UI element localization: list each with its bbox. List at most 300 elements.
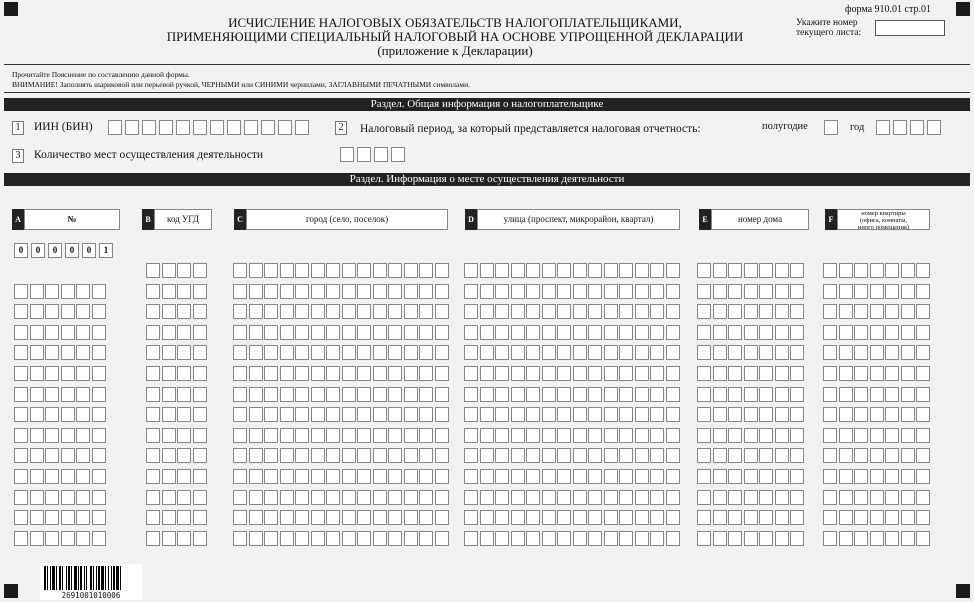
cell-column-f[interactable]: [854, 345, 868, 360]
cell-column-d[interactable]: [464, 366, 478, 381]
cell-column-b[interactable]: [146, 490, 160, 505]
iin-bin-cell[interactable]: [176, 120, 190, 135]
cell-column-b[interactable]: [146, 325, 160, 340]
cell-column-d[interactable]: [573, 366, 587, 381]
cell-column-c[interactable]: [373, 325, 387, 340]
cell-column-b[interactable]: [146, 387, 160, 402]
cell-column-c[interactable]: [233, 490, 247, 505]
cell-column-e[interactable]: [744, 387, 758, 402]
cell-column-b[interactable]: [193, 407, 207, 422]
cell-column-d[interactable]: [557, 387, 571, 402]
cell-column-e[interactable]: [759, 407, 773, 422]
cell-column-c[interactable]: [249, 325, 263, 340]
cell-column-c[interactable]: [311, 304, 325, 319]
cell-column-d[interactable]: [480, 263, 494, 278]
cell-column-d[interactable]: [495, 490, 509, 505]
cell-column-e[interactable]: [759, 325, 773, 340]
cell-column-a[interactable]: [61, 325, 75, 340]
cell-column-d[interactable]: [464, 469, 478, 484]
cell-column-e[interactable]: [775, 263, 789, 278]
cell-column-e[interactable]: [713, 469, 727, 484]
cell-column-a[interactable]: [76, 387, 90, 402]
cell-column-f[interactable]: [854, 428, 868, 443]
cell-column-e[interactable]: [744, 325, 758, 340]
cell-column-a[interactable]: [30, 345, 44, 360]
cell-column-f[interactable]: [854, 325, 868, 340]
cell-column-c[interactable]: [311, 469, 325, 484]
iin-bin-cell[interactable]: [244, 120, 258, 135]
cell-column-c[interactable]: [373, 469, 387, 484]
cell-column-c[interactable]: [419, 490, 433, 505]
cell-column-d[interactable]: [619, 448, 633, 463]
cell-column-a[interactable]: [14, 531, 28, 546]
cell-column-f[interactable]: [916, 428, 930, 443]
cell-column-c[interactable]: [357, 366, 371, 381]
cell-column-e[interactable]: [728, 510, 742, 525]
cell-column-c[interactable]: [280, 510, 294, 525]
cell-column-f[interactable]: [839, 325, 853, 340]
cell-column-a[interactable]: [45, 469, 59, 484]
cell-column-c[interactable]: [435, 428, 449, 443]
cell-column-d[interactable]: [666, 510, 680, 525]
cell-column-c[interactable]: [326, 263, 340, 278]
cell-column-a[interactable]: [14, 448, 28, 463]
cell-column-d[interactable]: [526, 325, 540, 340]
cell-column-c[interactable]: [357, 284, 371, 299]
cell-column-c[interactable]: [342, 387, 356, 402]
cell-column-d[interactable]: [495, 325, 509, 340]
cell-column-e[interactable]: [713, 387, 727, 402]
cell-column-b[interactable]: [162, 428, 176, 443]
cell-column-c[interactable]: [233, 407, 247, 422]
cell-column-e[interactable]: [744, 490, 758, 505]
cell-column-a[interactable]: [45, 345, 59, 360]
cell-column-e[interactable]: [759, 263, 773, 278]
cell-column-c[interactable]: [404, 345, 418, 360]
cell-column-d[interactable]: [542, 490, 556, 505]
cell-column-d[interactable]: [604, 510, 618, 525]
cell-column-d[interactable]: [588, 448, 602, 463]
cell-column-c[interactable]: [419, 387, 433, 402]
cell-column-a[interactable]: [30, 531, 44, 546]
cell-column-e[interactable]: [713, 345, 727, 360]
cell-column-f[interactable]: [870, 531, 884, 546]
cell-column-c[interactable]: [326, 345, 340, 360]
cell-column-c[interactable]: [295, 407, 309, 422]
cell-column-d[interactable]: [619, 490, 633, 505]
cell-column-e[interactable]: [775, 345, 789, 360]
cell-column-b[interactable]: [146, 531, 160, 546]
cell-column-f[interactable]: [916, 448, 930, 463]
cell-column-c[interactable]: [357, 407, 371, 422]
cell-column-a[interactable]: [61, 510, 75, 525]
cell-column-d[interactable]: [511, 428, 525, 443]
cell-column-d[interactable]: [542, 387, 556, 402]
cell-column-b[interactable]: [162, 448, 176, 463]
cell-column-f[interactable]: [823, 407, 837, 422]
cell-column-d[interactable]: [495, 304, 509, 319]
cell-column-f[interactable]: [823, 428, 837, 443]
cell-column-e[interactable]: [713, 490, 727, 505]
cell-column-b[interactable]: [177, 510, 191, 525]
cell-column-a[interactable]: [61, 284, 75, 299]
row-number-digit[interactable]: 0: [65, 243, 79, 258]
cell-column-d[interactable]: [635, 263, 649, 278]
cell-column-d[interactable]: [666, 428, 680, 443]
cell-column-d[interactable]: [650, 325, 664, 340]
cell-column-c[interactable]: [373, 510, 387, 525]
cell-column-f[interactable]: [854, 407, 868, 422]
cell-column-c[interactable]: [388, 428, 402, 443]
cell-column-f[interactable]: [839, 490, 853, 505]
cell-column-f[interactable]: [916, 366, 930, 381]
cell-column-d[interactable]: [542, 263, 556, 278]
cell-column-f[interactable]: [885, 469, 899, 484]
cell-column-c[interactable]: [280, 263, 294, 278]
cell-column-d[interactable]: [604, 304, 618, 319]
cell-column-f[interactable]: [823, 387, 837, 402]
cell-column-d[interactable]: [557, 366, 571, 381]
cell-column-d[interactable]: [480, 387, 494, 402]
cell-column-b[interactable]: [177, 304, 191, 319]
row-number-digit[interactable]: 0: [31, 243, 45, 258]
cell-column-c[interactable]: [357, 531, 371, 546]
cell-column-c[interactable]: [280, 304, 294, 319]
cell-column-c[interactable]: [249, 345, 263, 360]
cell-column-c[interactable]: [264, 263, 278, 278]
cell-column-f[interactable]: [823, 448, 837, 463]
cell-column-c[interactable]: [419, 428, 433, 443]
cell-column-c[interactable]: [404, 284, 418, 299]
cell-column-e[interactable]: [697, 510, 711, 525]
cell-column-c[interactable]: [249, 490, 263, 505]
cell-column-d[interactable]: [464, 448, 478, 463]
cell-column-f[interactable]: [885, 448, 899, 463]
cell-column-b[interactable]: [162, 325, 176, 340]
cell-column-c[interactable]: [404, 531, 418, 546]
cell-column-e[interactable]: [697, 263, 711, 278]
cell-column-f[interactable]: [901, 490, 915, 505]
cell-column-b[interactable]: [193, 284, 207, 299]
cell-column-c[interactable]: [388, 387, 402, 402]
cell-column-c[interactable]: [264, 469, 278, 484]
cell-column-d[interactable]: [588, 387, 602, 402]
cell-column-d[interactable]: [542, 531, 556, 546]
cell-column-f[interactable]: [870, 490, 884, 505]
cell-column-c[interactable]: [373, 345, 387, 360]
cell-column-a[interactable]: [45, 366, 59, 381]
cell-column-c[interactable]: [404, 407, 418, 422]
cell-column-d[interactable]: [650, 407, 664, 422]
cell-column-d[interactable]: [650, 263, 664, 278]
cell-column-c[interactable]: [233, 510, 247, 525]
cell-column-e[interactable]: [744, 284, 758, 299]
cell-column-b[interactable]: [177, 387, 191, 402]
cell-column-f[interactable]: [854, 490, 868, 505]
cell-column-f[interactable]: [901, 387, 915, 402]
cell-column-d[interactable]: [464, 263, 478, 278]
cell-column-e[interactable]: [790, 387, 804, 402]
cell-column-d[interactable]: [526, 531, 540, 546]
cell-column-a[interactable]: [76, 428, 90, 443]
cell-column-d[interactable]: [557, 345, 571, 360]
cell-column-e[interactable]: [759, 490, 773, 505]
cell-column-b[interactable]: [146, 469, 160, 484]
cell-column-a[interactable]: [14, 387, 28, 402]
cell-column-e[interactable]: [775, 531, 789, 546]
cell-column-e[interactable]: [759, 428, 773, 443]
cell-column-c[interactable]: [342, 490, 356, 505]
cell-column-b[interactable]: [193, 469, 207, 484]
cell-column-e[interactable]: [728, 284, 742, 299]
cell-column-e[interactable]: [713, 510, 727, 525]
cell-column-f[interactable]: [870, 304, 884, 319]
cell-column-f[interactable]: [823, 490, 837, 505]
cell-column-c[interactable]: [419, 448, 433, 463]
cell-column-c[interactable]: [326, 407, 340, 422]
cell-column-a[interactable]: [14, 345, 28, 360]
iin-bin-cell[interactable]: [142, 120, 156, 135]
cell-column-d[interactable]: [635, 387, 649, 402]
cell-column-c[interactable]: [373, 284, 387, 299]
cell-column-a[interactable]: [14, 304, 28, 319]
cell-column-a[interactable]: [14, 366, 28, 381]
cell-column-e[interactable]: [775, 284, 789, 299]
cell-column-d[interactable]: [464, 531, 478, 546]
cell-column-c[interactable]: [326, 448, 340, 463]
cell-column-b[interactable]: [162, 407, 176, 422]
cell-column-d[interactable]: [619, 325, 633, 340]
cell-column-a[interactable]: [45, 490, 59, 505]
cell-column-c[interactable]: [388, 325, 402, 340]
cell-column-e[interactable]: [759, 284, 773, 299]
cell-column-c[interactable]: [419, 407, 433, 422]
cell-column-f[interactable]: [870, 387, 884, 402]
cell-column-c[interactable]: [373, 531, 387, 546]
cell-column-b[interactable]: [193, 263, 207, 278]
cell-column-c[interactable]: [357, 325, 371, 340]
cell-column-d[interactable]: [573, 325, 587, 340]
cell-column-a[interactable]: [30, 469, 44, 484]
cell-column-d[interactable]: [588, 304, 602, 319]
cell-column-f[interactable]: [854, 263, 868, 278]
cell-column-c[interactable]: [388, 263, 402, 278]
cell-column-c[interactable]: [311, 366, 325, 381]
cell-column-c[interactable]: [264, 304, 278, 319]
cell-column-c[interactable]: [295, 304, 309, 319]
cell-column-c[interactable]: [342, 345, 356, 360]
cell-column-b[interactable]: [177, 366, 191, 381]
cell-column-d[interactable]: [604, 284, 618, 299]
cell-column-d[interactable]: [650, 428, 664, 443]
cell-column-d[interactable]: [588, 531, 602, 546]
cell-column-c[interactable]: [419, 263, 433, 278]
cell-column-c[interactable]: [311, 284, 325, 299]
cell-column-c[interactable]: [435, 366, 449, 381]
cell-column-f[interactable]: [916, 263, 930, 278]
cell-column-d[interactable]: [604, 490, 618, 505]
cell-column-a[interactable]: [76, 510, 90, 525]
cell-column-b[interactable]: [146, 284, 160, 299]
cell-column-d[interactable]: [619, 469, 633, 484]
cell-column-f[interactable]: [901, 345, 915, 360]
cell-column-d[interactable]: [588, 345, 602, 360]
cell-column-d[interactable]: [588, 284, 602, 299]
cell-column-c[interactable]: [388, 284, 402, 299]
cell-column-c[interactable]: [404, 304, 418, 319]
cell-column-c[interactable]: [311, 428, 325, 443]
cell-column-d[interactable]: [619, 428, 633, 443]
cell-column-f[interactable]: [916, 284, 930, 299]
cell-column-a[interactable]: [45, 510, 59, 525]
cell-column-e[interactable]: [697, 448, 711, 463]
cell-column-b[interactable]: [193, 510, 207, 525]
cell-column-a[interactable]: [92, 469, 106, 484]
cell-column-d[interactable]: [526, 448, 540, 463]
cell-column-f[interactable]: [901, 448, 915, 463]
cell-column-d[interactable]: [573, 304, 587, 319]
cell-column-f[interactable]: [885, 366, 899, 381]
cell-column-f[interactable]: [839, 284, 853, 299]
cell-column-d[interactable]: [542, 345, 556, 360]
cell-column-c[interactable]: [233, 366, 247, 381]
cell-column-c[interactable]: [249, 448, 263, 463]
cell-column-f[interactable]: [870, 325, 884, 340]
cell-column-a[interactable]: [14, 428, 28, 443]
cell-column-d[interactable]: [573, 263, 587, 278]
cell-column-e[interactable]: [697, 531, 711, 546]
cell-column-b[interactable]: [146, 428, 160, 443]
cell-column-e[interactable]: [713, 448, 727, 463]
cell-column-d[interactable]: [557, 325, 571, 340]
cell-column-c[interactable]: [295, 284, 309, 299]
cell-column-d[interactable]: [573, 345, 587, 360]
cell-column-f[interactable]: [870, 428, 884, 443]
cell-column-d[interactable]: [604, 325, 618, 340]
cell-column-d[interactable]: [573, 407, 587, 422]
cell-column-a[interactable]: [61, 387, 75, 402]
cell-column-a[interactable]: [45, 531, 59, 546]
cell-column-c[interactable]: [373, 490, 387, 505]
cell-column-f[interactable]: [839, 366, 853, 381]
cell-column-f[interactable]: [870, 366, 884, 381]
cell-column-c[interactable]: [295, 428, 309, 443]
cell-column-d[interactable]: [573, 448, 587, 463]
cell-column-e[interactable]: [775, 387, 789, 402]
cell-column-a[interactable]: [76, 448, 90, 463]
cell-column-d[interactable]: [635, 407, 649, 422]
cell-column-e[interactable]: [728, 345, 742, 360]
cell-column-a[interactable]: [14, 325, 28, 340]
cell-column-d[interactable]: [619, 531, 633, 546]
cell-column-b[interactable]: [146, 510, 160, 525]
cell-column-f[interactable]: [901, 325, 915, 340]
row-number-digit[interactable]: 1: [99, 243, 113, 258]
cell-column-e[interactable]: [728, 263, 742, 278]
cell-column-b[interactable]: [193, 345, 207, 360]
cell-column-d[interactable]: [526, 366, 540, 381]
cell-column-b[interactable]: [193, 428, 207, 443]
cell-column-d[interactable]: [573, 428, 587, 443]
cell-column-c[interactable]: [419, 510, 433, 525]
half-year-cell[interactable]: [824, 120, 838, 135]
cell-column-d[interactable]: [495, 531, 509, 546]
cell-column-f[interactable]: [823, 325, 837, 340]
cell-column-d[interactable]: [557, 284, 571, 299]
cell-column-d[interactable]: [464, 325, 478, 340]
cell-column-e[interactable]: [697, 407, 711, 422]
cell-column-e[interactable]: [790, 448, 804, 463]
cell-column-b[interactable]: [193, 366, 207, 381]
cell-column-c[interactable]: [388, 510, 402, 525]
cell-column-a[interactable]: [92, 325, 106, 340]
cell-column-c[interactable]: [295, 263, 309, 278]
cell-column-d[interactable]: [542, 469, 556, 484]
cell-column-e[interactable]: [790, 325, 804, 340]
iin-bin-cell[interactable]: [295, 120, 309, 135]
cell-column-c[interactable]: [280, 407, 294, 422]
cell-column-f[interactable]: [823, 510, 837, 525]
cell-column-a[interactable]: [45, 284, 59, 299]
cell-column-f[interactable]: [885, 387, 899, 402]
cell-column-d[interactable]: [635, 325, 649, 340]
cell-column-d[interactable]: [573, 490, 587, 505]
cell-column-d[interactable]: [666, 469, 680, 484]
cell-column-a[interactable]: [92, 490, 106, 505]
cell-column-d[interactable]: [588, 428, 602, 443]
cell-column-e[interactable]: [697, 469, 711, 484]
cell-column-d[interactable]: [526, 490, 540, 505]
cell-column-c[interactable]: [326, 469, 340, 484]
cell-column-d[interactable]: [619, 387, 633, 402]
cell-column-c[interactable]: [342, 448, 356, 463]
cell-column-f[interactable]: [916, 325, 930, 340]
cell-column-a[interactable]: [76, 345, 90, 360]
cell-column-d[interactable]: [557, 407, 571, 422]
cell-column-a[interactable]: [30, 510, 44, 525]
cell-column-c[interactable]: [342, 510, 356, 525]
cell-column-d[interactable]: [604, 387, 618, 402]
cell-column-f[interactable]: [823, 304, 837, 319]
cell-column-d[interactable]: [464, 428, 478, 443]
cell-column-c[interactable]: [311, 263, 325, 278]
cell-column-e[interactable]: [775, 304, 789, 319]
cell-column-d[interactable]: [557, 428, 571, 443]
iin-bin-cell[interactable]: [261, 120, 275, 135]
cell-column-d[interactable]: [573, 469, 587, 484]
cell-column-b[interactable]: [193, 304, 207, 319]
cell-column-c[interactable]: [435, 469, 449, 484]
cell-column-c[interactable]: [264, 345, 278, 360]
cell-column-f[interactable]: [839, 428, 853, 443]
cell-column-d[interactable]: [635, 510, 649, 525]
cell-column-b[interactable]: [193, 448, 207, 463]
cell-column-c[interactable]: [264, 531, 278, 546]
cell-column-a[interactable]: [92, 366, 106, 381]
cell-column-c[interactable]: [249, 407, 263, 422]
cell-column-d[interactable]: [511, 345, 525, 360]
cell-column-b[interactable]: [177, 284, 191, 299]
cell-column-b[interactable]: [177, 469, 191, 484]
year-cell[interactable]: [876, 120, 890, 135]
cell-column-e[interactable]: [775, 366, 789, 381]
cell-column-f[interactable]: [901, 407, 915, 422]
cell-column-c[interactable]: [295, 345, 309, 360]
places-count-cell[interactable]: [357, 147, 371, 162]
cell-column-d[interactable]: [635, 428, 649, 443]
cell-column-a[interactable]: [14, 469, 28, 484]
cell-column-c[interactable]: [280, 325, 294, 340]
